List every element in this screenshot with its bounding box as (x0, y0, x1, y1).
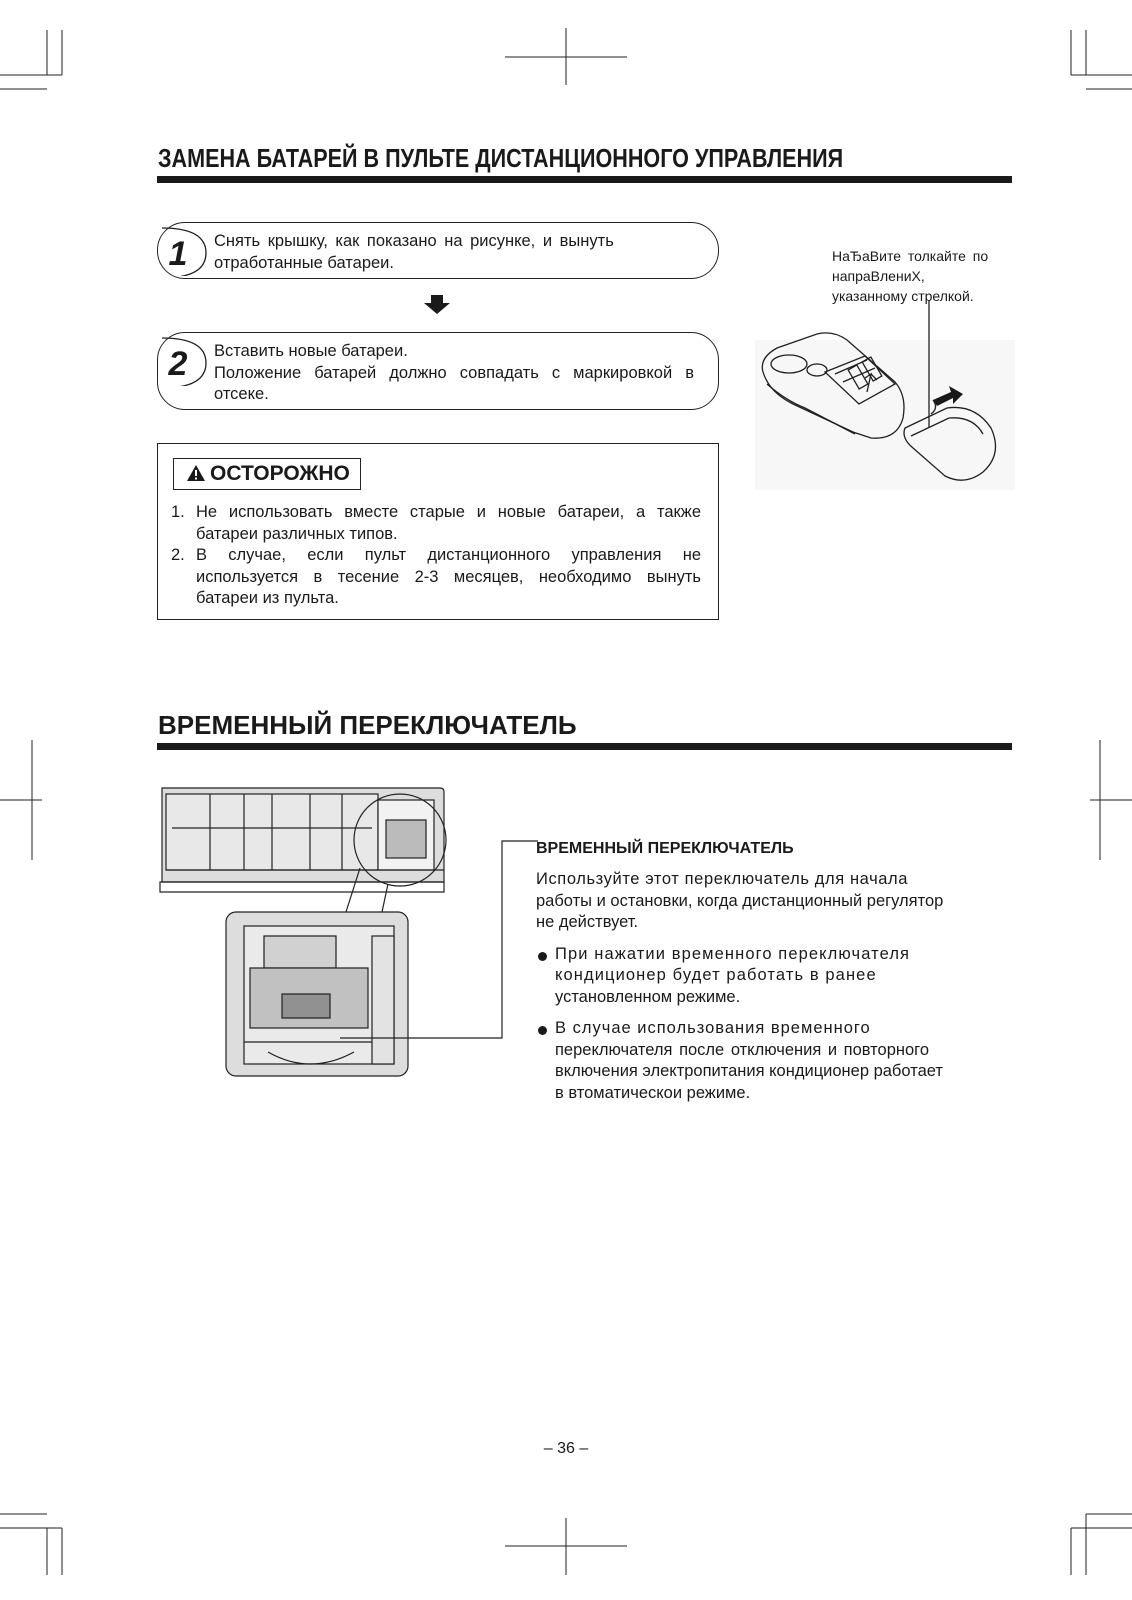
bullet-line: установленном режиме. (555, 987, 741, 1006)
bullet-icon (538, 952, 547, 961)
bullet-line: В случае использования временного (555, 1019, 871, 1037)
bullet-icon (538, 1026, 547, 1035)
temporary-switch-description (536, 838, 992, 1104)
caution-box (157, 443, 719, 620)
bullet-item (536, 1018, 992, 1104)
bullet-line: кондиционер будет работать в ранее (555, 966, 877, 984)
caption-line: НаЂаВите толкайте по (832, 248, 989, 264)
caption-line: указанному стрелкой. (832, 288, 974, 304)
intro-line: работы и остановки, когда дистанционный регулятор (536, 891, 944, 910)
down-arrow-icon (424, 295, 450, 315)
caution-line: используется в теcение 2-3 месяцев, необходимо вынуть (196, 567, 701, 586)
step-2 (157, 332, 719, 410)
page-number: – 36 – (543, 1440, 589, 1457)
bullet-item (536, 944, 992, 1009)
step-line: Снять крышку, как показано на рисунке, и вынуть (214, 232, 614, 250)
sub-title: ВРЕМЕННЫЙ ПЕРЕКЛЮЧАТЕЛЬ (536, 840, 794, 857)
caution-item-number: 2. (171, 546, 185, 564)
bullet-line: При нажатии временного переключателя (555, 944, 911, 963)
step-number-badge (160, 226, 210, 276)
caution-line: батареи различных типов. (196, 524, 398, 543)
bullet-line: в втоматическои режиме. (555, 1083, 751, 1102)
warning-icon (186, 464, 206, 482)
caution-item-number: 1. (171, 503, 185, 521)
caution-line: батареи из пульта. (196, 589, 339, 607)
caution-item (171, 545, 701, 610)
section1-title: ЗАМЕНА БАТАРЕЙ В ПУЛЬТЕ ДИСТАНЦИОННОГО УПРАВЛЕНИЯ (158, 143, 844, 173)
caution-line: Не использовать вместе старые и новые батареи, а также (196, 503, 701, 521)
intro-line: Используйте этот переключатель для начала (536, 870, 909, 888)
caution-line: В случае, если пульт дистанционного управления не (196, 546, 701, 564)
remote-control-illustration (755, 300, 1015, 500)
caption-line: напраВлениХ, (832, 268, 925, 284)
step-line: отработанные батареи. (214, 253, 394, 272)
step-1 (157, 222, 719, 279)
section1-rule (157, 176, 1012, 183)
caution-title (173, 458, 361, 490)
svg-text:1: 1 (168, 235, 188, 273)
step-number-badge (160, 336, 210, 386)
intro-line: не действует. (536, 913, 639, 931)
bullet-line: включения электропитания кондиционер работает (555, 1062, 943, 1080)
section2-rule (157, 743, 1012, 750)
step-line: Положение батарей должно совпадать с маркировкой в (214, 363, 694, 382)
caution-item (171, 502, 701, 545)
bullet-line: переключателя после отключения и повторного (555, 1040, 930, 1059)
svg-text:2: 2 (168, 345, 188, 383)
step-line: Вставить новые батареи. (214, 342, 408, 360)
step-line: отсеке. (214, 385, 269, 403)
section2-title: ВРЕМЕННЫЙ ПЕРЕКЛЮЧАТЕЛЬ (158, 710, 577, 740)
caution-label: ОСТОРОЖНО (210, 462, 350, 485)
leader-line (340, 840, 540, 1040)
remote-figure-caption (832, 246, 988, 306)
caution-list (171, 502, 701, 610)
